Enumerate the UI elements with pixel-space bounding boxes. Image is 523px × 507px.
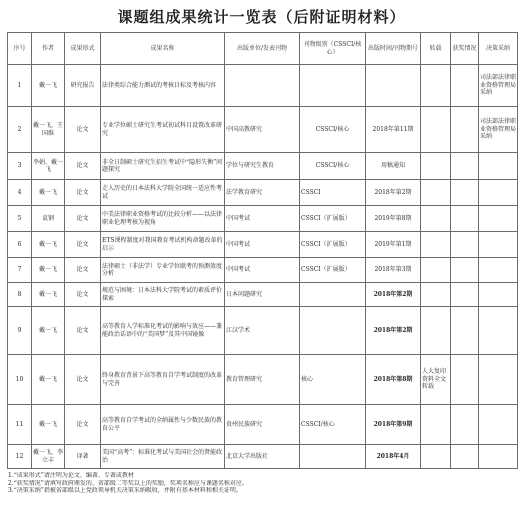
cell-name: 高等教育自学考试的全纳属性与少数民族的教育公平 <box>101 405 225 445</box>
cell-form: 论文 <box>65 307 101 355</box>
cell-adopt <box>479 206 518 232</box>
cell-award <box>451 405 479 445</box>
cell-award <box>451 355 479 405</box>
cell-form: 论文 <box>65 232 101 258</box>
cell-name: 美国“高考”：标准化考试与美国社会的贤能政治 <box>101 445 225 469</box>
cell-level: CSSCI（扩展版） <box>300 206 366 232</box>
cell-author: 戴一飞 <box>32 258 65 283</box>
cell-author: 李娟、戴一飞 <box>32 153 65 180</box>
cell-form: 论文 <box>65 206 101 232</box>
cell-no: 11 <box>8 405 32 445</box>
cell-name: 走入历史的日本法科大学院全国统一适应性考试 <box>101 180 225 206</box>
cell-form: 论文 <box>65 107 101 153</box>
cell-form: 译著 <box>65 445 101 469</box>
cell-form: 论文 <box>65 153 101 180</box>
cell-no: 2 <box>8 107 32 153</box>
table-row <box>8 107 518 153</box>
cell-no: 7 <box>8 258 32 283</box>
cell-no: 10 <box>8 355 32 405</box>
header-name: 成果名称 <box>101 33 225 65</box>
cell-award <box>451 65 479 107</box>
header-publisher: 出版单位/发表刊物 <box>225 33 300 65</box>
table-header-row <box>8 33 518 65</box>
cell-no: 8 <box>8 283 32 307</box>
table-row <box>8 355 518 405</box>
footnotes <box>8 472 518 495</box>
cell-no: 9 <box>8 307 32 355</box>
cell-no: 12 <box>8 445 32 469</box>
cell-award <box>451 258 479 283</box>
cell-reprint <box>421 232 451 258</box>
cell-name: 法律类综合能力测试的考核目标及考核内容 <box>101 65 225 107</box>
footnote: 1.“成果形式”请注明为论文、编著、专著或教材 <box>8 472 134 479</box>
table-row <box>8 307 518 355</box>
cell-level: 核心 <box>300 355 366 405</box>
cell-date: 用稿通知 <box>366 153 421 180</box>
cell-publisher: 中国考试 <box>225 258 300 283</box>
cell-date: 2018年第2期 <box>366 307 421 355</box>
cell-adopt: 司法部法律职业资格管理局采纳 <box>479 65 518 107</box>
header-date: 出版时间/刊物期号 <box>366 33 421 65</box>
cell-no: 6 <box>8 232 32 258</box>
cell-no: 1 <box>8 65 32 107</box>
page-title: 课题组成果统计一览表（后附证明材料） <box>117 8 406 26</box>
cell-award <box>451 232 479 258</box>
cell-level: CSSCI（扩展版） <box>300 232 366 258</box>
cell-author: 戴一飞 <box>32 283 65 307</box>
cell-level: CSSCI <box>300 180 366 206</box>
cell-date: 2018年4月 <box>366 445 421 469</box>
cell-reprint <box>421 153 451 180</box>
cell-date: 2018年第2期 <box>366 283 421 307</box>
header-author: 作者 <box>32 33 65 65</box>
table-row <box>8 65 518 107</box>
cell-author: 戴一飞、王国维 <box>32 107 65 153</box>
cell-publisher <box>225 65 300 107</box>
cell-no: 3 <box>8 153 32 180</box>
cell-publisher: 中国考试 <box>225 232 300 258</box>
cell-award <box>451 153 479 180</box>
table-row <box>8 405 518 445</box>
cell-award <box>451 180 479 206</box>
cell-level <box>300 307 366 355</box>
cell-author: 戴一飞 <box>32 355 65 405</box>
cell-name: 中美法律职业资格考试的比较分析——以法律职业伦理考核为视角 <box>101 206 225 232</box>
cell-adopt <box>479 153 518 180</box>
cell-name: 法律硕士（非法学）专业学位联考的预测效度分析 <box>101 258 225 283</box>
cell-form: 论文 <box>65 283 101 307</box>
table-row <box>8 180 518 206</box>
cell-level: CSSCI/核心 <box>300 107 366 153</box>
table-row <box>8 232 518 258</box>
cell-level <box>300 65 366 107</box>
cell-publisher: 学位与研究生教育 <box>225 153 300 180</box>
cell-reprint <box>421 405 451 445</box>
table-row <box>8 258 518 283</box>
cell-date <box>366 65 421 107</box>
cell-award <box>451 445 479 469</box>
cell-date: 2018年第2期 <box>366 180 421 206</box>
cell-name: 非全日制硕士研究生招生考试中“隐形失衡”问题探究 <box>101 153 225 180</box>
cell-name: 高等教育入学标准化考试的影响与效应——兼能政治话语中的“美国梦”及其中国镜像 <box>101 307 225 355</box>
cell-publisher: 贵州民族研究 <box>225 405 300 445</box>
cell-reprint <box>421 307 451 355</box>
footnote: 2.“获奖情况”请填写政府颁发的、省部级二等奖以上的奖励，奖项名称应与课题名称对应。 <box>8 479 248 487</box>
cell-author: 戴一飞、李立丰 <box>32 445 65 469</box>
header-no: 序号 <box>8 33 32 65</box>
table-row <box>8 283 518 307</box>
cell-reprint <box>421 445 451 469</box>
cell-reprint <box>421 180 451 206</box>
cell-author: 戴一飞 <box>32 405 65 445</box>
cell-reprint <box>421 65 451 107</box>
table-row <box>8 153 518 180</box>
cell-award <box>451 206 479 232</box>
cell-author: 戴一飞 <box>32 180 65 206</box>
cell-award <box>451 283 479 307</box>
cell-publisher: 日本问题研究 <box>225 283 300 307</box>
cell-level <box>300 445 366 469</box>
cell-name: 终身教育背景下高等教育自学考试制度的改革与完善 <box>101 355 225 405</box>
cell-name: 专业学位硕士研究生考试初试科目设置改革研究 <box>101 107 225 153</box>
cell-adopt <box>479 405 518 445</box>
header-adopt: 决策采纳 <box>479 33 518 65</box>
cell-level: CSSCI（扩展版） <box>300 258 366 283</box>
cell-publisher: 北京大学出版社 <box>225 445 300 469</box>
cell-name: 规范与困境：日本法科大学院考试的素质评价探索 <box>101 283 225 307</box>
cell-author: 戴一飞 <box>32 232 65 258</box>
cell-publisher: 教育管理研究 <box>225 355 300 405</box>
cell-author: 戴一飞 <box>32 65 65 107</box>
cell-form: 论文 <box>65 180 101 206</box>
results-table <box>7 32 518 469</box>
cell-form: 研究报告 <box>65 65 101 107</box>
cell-no: 4 <box>8 180 32 206</box>
footnote: 3.“决策采纳”指被省部级以上党政领导机关决策采纳吸收，并附有基本材料和相关证明。 <box>8 487 242 495</box>
cell-date: 2019年第8期 <box>366 206 421 232</box>
cell-reprint <box>421 206 451 232</box>
cell-date: 2018年第8期 <box>366 355 421 405</box>
cell-level: CSSCI/核心 <box>300 153 366 180</box>
cell-award <box>451 107 479 153</box>
cell-adopt <box>479 355 518 405</box>
cell-award <box>451 307 479 355</box>
cell-level: CSSCI/核心 <box>300 405 366 445</box>
cell-no: 5 <box>8 206 32 232</box>
cell-name: ETS课程制度对我国教育考试机构命题改革的启示 <box>101 232 225 258</box>
cell-publisher: 中国高教研究 <box>225 107 300 153</box>
cell-reprint: 人大复印资料全文转载 <box>421 355 451 405</box>
cell-date: 2019年第1期 <box>366 232 421 258</box>
cell-reprint <box>421 283 451 307</box>
cell-adopt: 司法部法律职业资格管理局采纳 <box>479 107 518 153</box>
cell-level <box>300 283 366 307</box>
cell-author: 戴一飞 <box>32 307 65 355</box>
cell-form: 论文 <box>65 355 101 405</box>
cell-publisher: 江汉学术 <box>225 307 300 355</box>
cell-publisher: 法学教育研究 <box>225 180 300 206</box>
cell-adopt <box>479 283 518 307</box>
header-award: 获奖情况 <box>451 33 479 65</box>
cell-date: 2018年第11期 <box>366 107 421 153</box>
cell-form: 论文 <box>65 405 101 445</box>
cell-adopt <box>479 232 518 258</box>
cell-publisher: 中国考试 <box>225 206 300 232</box>
cell-date: 2018年第9期 <box>366 405 421 445</box>
cell-adopt <box>479 258 518 283</box>
cell-adopt <box>479 307 518 355</box>
cell-reprint <box>421 258 451 283</box>
cell-adopt <box>479 445 518 469</box>
cell-date: 2018年第3期 <box>366 258 421 283</box>
table-row <box>8 445 518 469</box>
cell-author: 袁钢 <box>32 206 65 232</box>
header-form: 成果形式 <box>65 33 101 65</box>
cell-form: 论文 <box>65 258 101 283</box>
header-reprint: 转载 <box>421 33 451 65</box>
header-level: 刊物级别（CSSCI/核心） <box>300 33 366 65</box>
table-row <box>8 206 518 232</box>
cell-reprint <box>421 107 451 153</box>
cell-adopt <box>479 180 518 206</box>
